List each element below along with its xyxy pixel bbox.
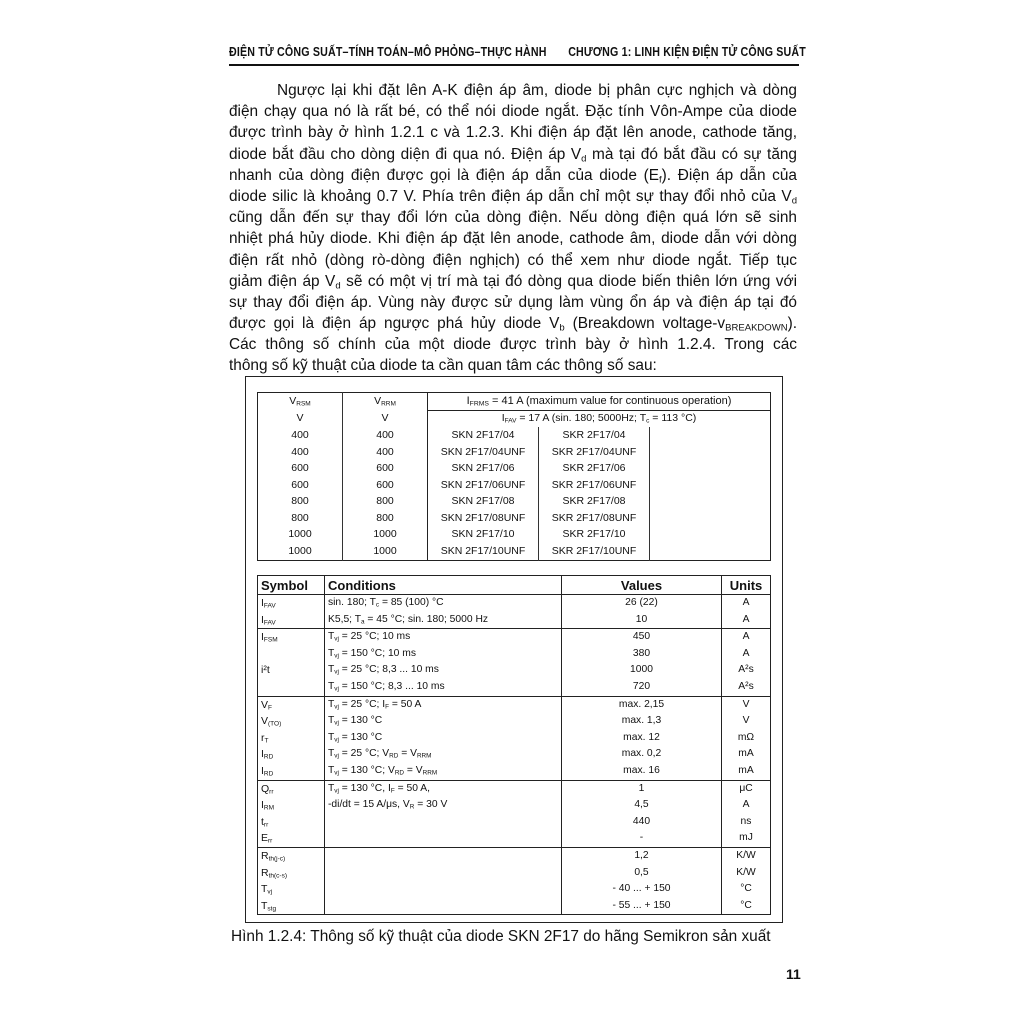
running-header-left: ĐIỆN TỬ CÔNG SUẤT–TÍNH TOÁN–MÔ PHỎNG–THỰC HÀNH [229,44,547,59]
table-cell: A²s [738,664,754,676]
table-cell: $I_{RM}$ [258,797,325,814]
table-header-row [258,576,771,595]
table-cell [650,444,771,461]
column-header: Symbol [258,576,325,595]
table-cell: $T_{vj} = 25$ °C; $I_F = 50$ A [325,696,562,713]
paragraph-line: được gọi là điện áp ngược phá hủy diode $V_b$ (Breakdown voltage-$v_{BREAKDOWN}$). [229,315,798,334]
table-header-row [258,410,771,427]
type-designation-table [257,392,771,561]
table-cell: 600 [343,477,428,494]
table-cell: SKN 2F17/08UNF [428,510,539,527]
table-cell: 800 [258,494,343,511]
table-row [258,510,771,527]
table-cell: 1000 [258,527,343,544]
table-cell [325,847,562,864]
table-cell: 1 [562,780,722,797]
table-cell: max. 1,3 [562,713,722,730]
table-cell: $R_{th(j-c)}$ [258,847,325,864]
table-cell [650,494,771,511]
table-cell: $I_{FSM}$ [258,629,325,646]
table-cell: 1000 [343,527,428,544]
table-cell: SKN 2F17/06 [428,460,539,477]
body-paragraph [229,80,797,377]
table-cell [650,543,771,560]
table-cell: $T_{stg}$ [258,898,325,915]
table-cell: SKR 2F17/10 [539,527,650,544]
table-row [258,629,771,646]
table-row [258,847,771,864]
ratings-table [257,575,771,915]
table-cell: $I_{FAV}$ [258,612,325,629]
table-cell: °C [740,883,752,895]
table-cell: 440 [562,814,722,831]
table-cell: V [742,715,750,727]
table-row [258,814,771,831]
table-cell: SKR 2F17/06UNF [539,477,650,494]
table-cell: SKN 2F17/06UNF [428,477,539,494]
table-cell: °C [740,899,752,911]
table-row [258,595,771,612]
table-cell: 600 [258,460,343,477]
figure-caption: Hình 1.2.4: Thông số kỹ thuật của diode SKN 2F17 do hãng Semikron sản xuất [231,928,771,945]
table-row [258,477,771,494]
table-row [258,898,771,915]
ifav-header: $I_{FAV} = 17$ A (sin. 180; 5000Hz; $T_c = 113$ °C) [501,412,697,425]
table-row [258,763,771,780]
paragraph-line: diode bắt đầu cho dòng diện đi qua nó. Điện áp $V_d$ mà tại đó bắt đầu có sự tăng [229,145,797,164]
table-row [258,865,771,882]
table-cell: $R_{th(c-s)}$ [258,865,325,882]
table-cell: - 55 ... + 150 [562,898,722,915]
table-cell: $T_{vj} = 130$ °C; $V_{RD} = V_{RRM}$ [325,763,562,780]
header-rule [229,64,799,66]
table-cell: SKN 2F17/04 [428,427,539,444]
table-row [258,746,771,763]
paragraph-line: sự thay đổi điện áp. Vùng này được sử dụng làm vùng ổn áp và điện áp tại đó [229,293,797,311]
table-cell: A [742,631,750,643]
table-cell: $E_{rr}$ [258,830,325,847]
table-cell: $T_{vj} = 130$ °C [325,730,562,747]
table-cell: sin. 180; $T_c = 85$ (100) °C [325,595,562,612]
table-cell: 400 [343,427,428,444]
table-cell: 450 [562,629,722,646]
table-row [258,527,771,544]
paragraph-line: thông số kỹ thuật của diode ta cần quan tâm các thông số sau: [229,357,657,375]
table-row [258,612,771,629]
column-header: Values [562,576,722,595]
paragraph-line: nhanh của dòng điện được gọi là điện áp dẫn của diode $(E_f)$. Điện áp dẫn của [229,166,797,186]
table-cell: 600 [343,460,428,477]
table-row [258,730,771,747]
table-cell: SKR 2F17/08UNF [539,510,650,527]
table-cell: $I_{FAV}$ [258,595,325,612]
vrrm-unit: V [343,410,428,427]
table-row [258,679,771,696]
vrsm-unit: V [258,410,343,427]
table-cell: 400 [343,444,428,461]
table-cell: 1,2 [562,847,722,864]
table-cell: SKR 2F17/10UNF [539,543,650,560]
table-cell: 4,5 [562,797,722,814]
table-cell: SKN 2F17/10UNF [428,543,539,560]
table-cell: μC [739,782,753,794]
table-cell: K/W [736,849,756,861]
table-cell: A [722,612,771,629]
table-cell: 380 [562,646,722,663]
table-cell [650,427,771,444]
table-cell: mA [738,748,754,760]
column-header: Units [722,576,771,595]
table-cell: SKN 2F17/10 [428,527,539,544]
column-header: Conditions [325,576,562,595]
table-cell: $I_{RD}$ [258,763,325,780]
paragraph-line: cũng dẫn đến sự thay đổi lớn của dòng điện. Nếu dòng điện quá lớn sẽ sinh [229,209,797,227]
table-cell: 800 [258,510,343,527]
table-cell: mJ [722,830,771,847]
table-row [258,662,771,679]
table-cell [325,865,562,882]
table-cell: max. 12 [562,730,722,747]
table-cell: 1000 [343,543,428,560]
paragraph-line: điện chạy qua nó là rất bé, có thể nói diode ngắt. Đặc tính Vôn-Ampe của diode [229,103,797,121]
table-cell: 26 (22) [562,595,722,612]
table-cell [650,477,771,494]
table-cell [258,679,325,696]
table-cell: K5,5; $T_a = 45$ °C; sin. 180; 5000 Hz [325,612,562,629]
table-row [258,830,771,847]
table-cell: mΩ [737,731,755,743]
table-cell: 800 [343,494,428,511]
table-cell [325,881,562,898]
table-cell: 0,5 [562,865,722,882]
page-number: 11 [786,966,801,982]
table-cell: 400 [258,427,343,444]
table-cell: i²t [258,662,325,679]
table-cell: max. 0,2 [562,746,722,763]
table-row [258,427,771,444]
table-cell: A [742,799,750,811]
table-cell: 1000 [562,662,722,679]
table-cell: max. 2,15 [562,696,722,713]
table-cell: $T_{vj} = 150$ °C; 10 ms [325,646,562,663]
table-cell: - 40 ... + 150 [562,881,722,898]
table-cell: 720 [562,679,722,696]
table-cell [650,460,771,477]
table-row [258,646,771,663]
table-cell: SKR 2F17/04 [539,427,650,444]
paragraph-line: Ngược lại khi đặt lên A-K điện áp âm, diode bị phân cực nghịch và dòng [277,82,797,99]
table-cell: SKR 2F17/06 [539,460,650,477]
table-cell [325,830,562,847]
table-cell: 800 [343,510,428,527]
table-header-row [258,393,771,411]
table-row [258,696,771,713]
table-cell: K/W [736,866,756,878]
ifrms-header: $I_{FRMS} = 41$ A (maximum value for continuous operation) [428,393,771,411]
table-row [258,881,771,898]
paragraph-line: điện rất nhỏ (dòng rò-dòng điện nghịch) có thể xem như diode ngắt. Tiếp tục [229,251,797,269]
table-cell: SKN 2F17/04UNF [428,444,539,461]
table-cell: - [562,830,722,847]
table-cell: $T_{vj} = 130$ °C [325,713,562,730]
table-cell: $t_{rr}$ [258,814,325,831]
table-cell: ns [740,815,752,827]
table-cell: $I_{RD}$ [258,746,325,763]
table-row [258,797,771,814]
table-cell: $T_{vj} = 25$ °C; 8,3 ... 10 ms [325,662,562,679]
table-cell: -di/dt = 15 A/μs, $V_R = 30$ V [325,797,562,814]
table-cell [325,898,562,915]
table-cell: SKR 2F17/04UNF [539,444,650,461]
table-cell: SKR 2F17/08 [539,494,650,511]
paragraph-line: diode silic là khoảng 0.7 V. Phía trên điện áp dẫn chỉ một sự thay đổi nhỏ của $V_d$ [229,187,797,207]
table-row [258,444,771,461]
table-cell: $T_{vj} = 130$ °C, $I_F = 50$ A, [325,780,562,797]
paragraph-line: giảm điện áp $V_d$ sẽ có một vị trí mà tại đó dòng qua diode biến thiên lớn ứng với [229,272,798,292]
table-cell: V [742,698,750,710]
table-cell [258,646,325,663]
table-cell: mA [722,763,771,780]
table-row [258,780,771,797]
table-cell [325,814,562,831]
table-cell: $T_{vj}$ [258,881,325,898]
table-cell: 1000 [258,543,343,560]
table-cell: 10 [562,612,722,629]
table-cell [650,510,771,527]
vrsm-header: $V_{RSM}$ [258,393,343,411]
table-cell: $r_T$ [258,730,325,747]
table-cell: 400 [258,444,343,461]
table-row [258,543,771,560]
table-cell: 600 [258,477,343,494]
table-cell: $T_{vj} = 25$ °C; 10 ms [325,629,562,646]
table-cell [650,527,771,544]
table-cell: $T_{vj} = 150$ °C; 8,3 ... 10 ms [325,679,562,696]
table-cell: A [742,597,750,608]
vrrm-header: $V_{RRM}$ [343,393,428,411]
table-cell: SKN 2F17/08 [428,494,539,511]
table-cell: $T_{vj} = 25$ °C; $V_{RD} = V_{RRM}$ [325,746,562,763]
table-row [258,460,771,477]
paragraph-line: được trình bày ở hình 1.2.1 c và 1.2.3. Khi điện áp đặt lên anode, cathode tăng, [229,124,797,142]
table-cell: $Q_{rr}$ [258,780,325,797]
paragraph-line: nhiệt phá hủy diode. Khi điện áp đặt lên anode, cathode âm, diode dẫn với dòng [229,230,797,248]
paragraph-line: Các thông số chính của một diode được trình bày ở hình 1.2.4. Trong các [229,336,797,354]
table-row [258,494,771,511]
table-cell: A [742,647,750,659]
table-cell: max. 16 [562,763,722,780]
table-cell: A²s [722,679,771,696]
table-cell: $V_F$ [258,696,325,713]
running-header-right: CHƯƠNG 1: LINH KIỆN ĐIỆN TỬ CÔNG SUẤT [568,44,806,59]
table-cell: $V_{(TO)}$ [258,713,325,730]
table-row [258,713,771,730]
